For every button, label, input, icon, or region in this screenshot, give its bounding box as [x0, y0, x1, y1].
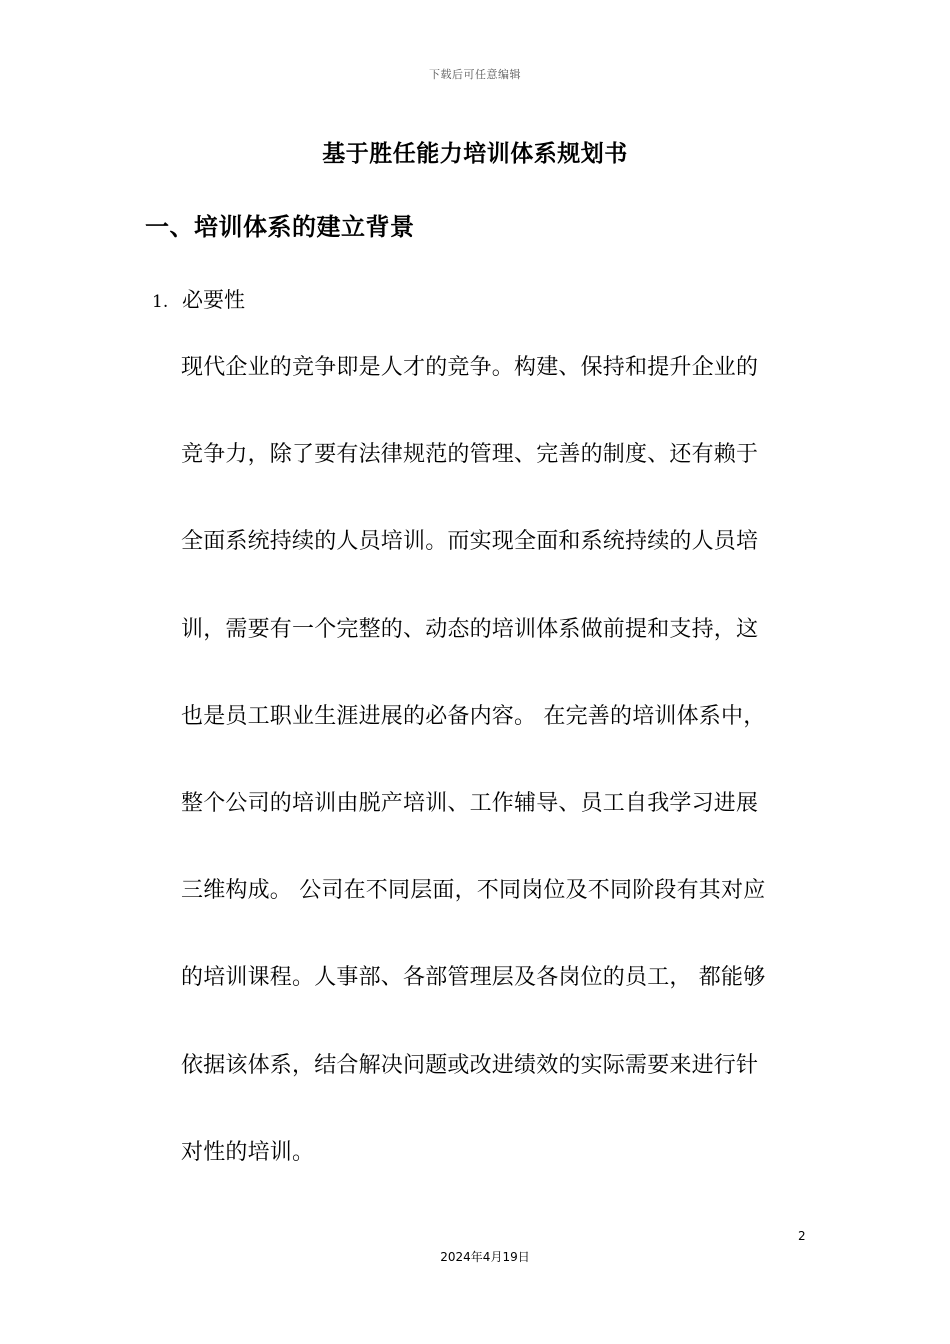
- paragraph-line: 三维构成。 公司在不同层面，不同岗位及不同阶段有其对应: [181, 878, 766, 904]
- body-paragraph: [181, 350, 809, 1222]
- paragraph-line: 竞争力，除了要有法律规范的管理、完善的制度、还有赖于: [181, 442, 759, 468]
- page-number: 2: [798, 1229, 806, 1243]
- footer-date: 2024年4月19日: [440, 1250, 530, 1264]
- paragraph-line: 全面系统持续的人员培训。而实现全面和系统持续的人员培: [181, 529, 759, 555]
- paragraph-line: 也是员工职业生涯进展的必备内容。 在完善的培训体系中，: [181, 703, 766, 729]
- section-heading: 一、培训体系的建立背景: [145, 213, 415, 241]
- paragraph-line: 整个公司的培训由脱产培训、工作辅导、员工自我学习进展: [181, 790, 759, 816]
- paragraph-line: 依据该体系，结合解决问题或改进绩效的实际需要来进行针: [181, 1052, 759, 1078]
- paragraph-line: 的培训课程。人事部、各部管理层及各岗位的员工， 都能够: [181, 965, 766, 991]
- subsection-number: 1.: [152, 292, 169, 312]
- header-note: 下载后可任意编辑: [429, 68, 521, 81]
- document-title: 基于胜任能力培训体系规划书: [322, 141, 628, 167]
- paragraph-line: 对性的培训。: [181, 1139, 315, 1165]
- paragraph-line: 训，需要有一个完整的、动态的培训体系做前提和支持，这: [181, 616, 759, 642]
- subsection-heading: [152, 284, 245, 314]
- subsection-title: 必要性: [182, 288, 245, 312]
- paragraph-line: 现代企业的竞争即是人才的竞争。构建、保持和提升企业的: [181, 355, 759, 380]
